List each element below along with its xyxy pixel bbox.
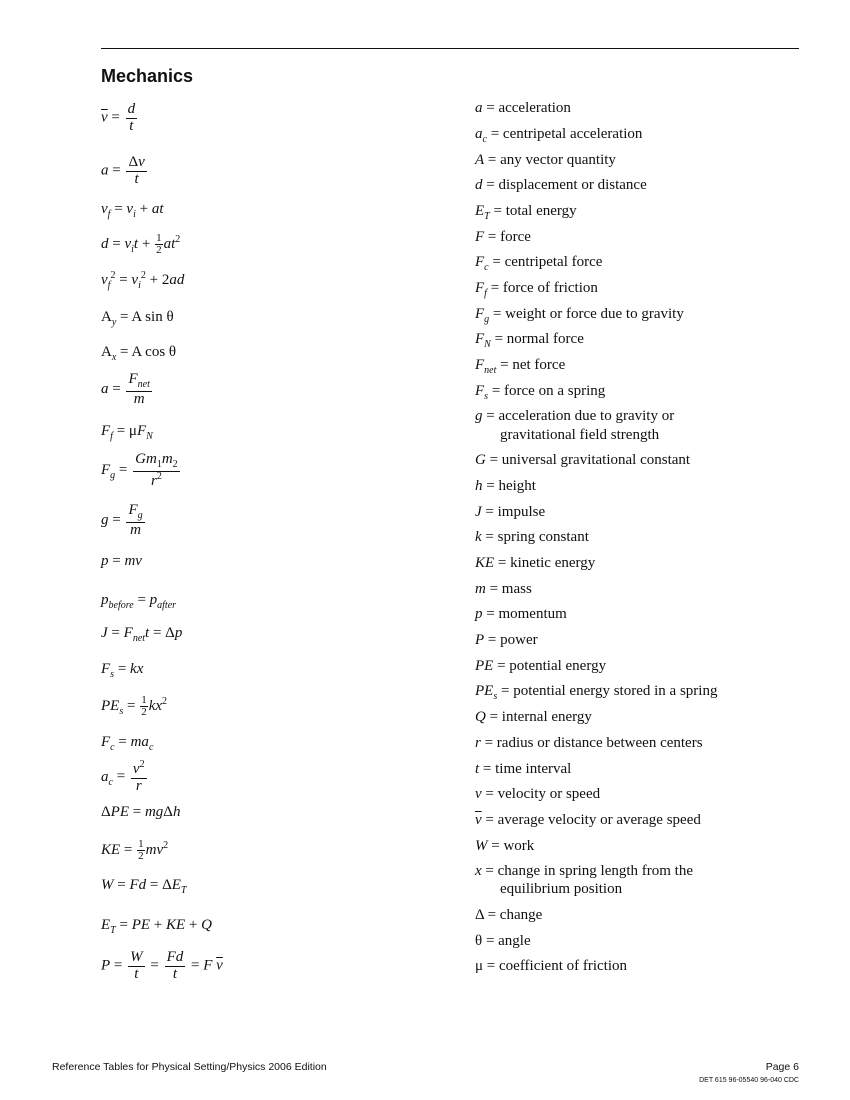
equation-total-energy: $E_T$ = PE + KE + Q — [101, 917, 212, 936]
definition-item: $E_T$ = total energy — [475, 203, 577, 222]
definition-item: d = displacement or distance — [475, 177, 647, 193]
definition-item: Δ = change — [475, 907, 543, 923]
equation-average-velocity: $\overline{v}$ = $\frac{d}{t}$ — [101, 101, 136, 134]
section-heading: Mechanics — [101, 66, 194, 86]
equation-gravitation: $F_g$ = $\frac{Gm_1m_2}{r^2}$ — [101, 451, 178, 489]
definition-item: W = work — [475, 838, 535, 854]
definition-item: $a_c$ = centripetal acceleration — [475, 126, 643, 145]
definition-item: θ = angle — [475, 933, 531, 949]
definition-item: A = any vector quantity — [475, 152, 616, 168]
equation-horizontal-component: $A_x = A$ cos θ — [101, 344, 177, 363]
definition-item: t = time interval — [475, 761, 572, 777]
definition-item: $\overline{v}$ = average velocity or average speed — [475, 812, 701, 828]
equation-impulse: $J = F_{net}t = \Delta p$ — [101, 625, 183, 644]
definition-item: g = acceleration due to gravity or — [475, 408, 675, 424]
top-rule — [101, 48, 799, 49]
definition-item: KE = kinetic energy — [475, 555, 596, 571]
definition-item: PE = potential energy — [475, 658, 607, 674]
equation-friction: $F_f = \mu F_N$ — [101, 423, 153, 442]
equation-kinetic-energy: KE = $\frac{1}{2}$ $mv^2$ — [101, 838, 169, 862]
definition-item: $PE_s$ = potential energy stored in a spring — [475, 683, 718, 702]
equation-conservation-of-momentum: $p_{before} = p_{after}$ — [101, 592, 177, 611]
equation-centripetal-force: $F_c = ma_c$ — [101, 734, 154, 753]
equation-work: $W = Fd = \Delta E_T$ — [101, 877, 187, 896]
definition-item: G = universal gravitational constant — [475, 452, 691, 468]
definition-item: h = height — [475, 478, 536, 494]
definition-item: $F_f$ = force of friction — [475, 280, 598, 299]
definition-item: μ = coefficient of friction — [475, 958, 628, 974]
equation-hookes-law: $F_s$ = kx — [101, 661, 144, 680]
definition-item: P = power — [475, 632, 538, 648]
page-number: Page 6 — [765, 1061, 799, 1073]
footer-title: Reference Tables for Physical Setting/Physics 2006 Edition — [52, 1061, 327, 1073]
equation-spring-energy: $PE_s$ = $\frac{1}{2}$ $kx^2$ — [101, 694, 168, 718]
definition-item: v = velocity or speed — [475, 786, 601, 802]
equation-gravitational-field: g = $\frac{F_g}{m}$ — [101, 502, 143, 538]
definition-item: $F_N$ = normal force — [475, 331, 584, 350]
definition-item: $F_s$ = force on a spring — [475, 383, 606, 402]
equation-final-velocity: $v_f = v_i$ + at — [101, 201, 164, 220]
equation-potential-energy: ΔPE = mgΔh — [101, 804, 181, 820]
equation-centripetal-acceleration: $a_c$ = $\frac{v^2}{r}$ — [101, 759, 145, 794]
definition-item: m = mass — [475, 581, 532, 597]
definition-item: a = acceleration — [475, 100, 571, 116]
equation-velocity-squared: $v_f^2 = v_i^2 + 2ad$ — [101, 270, 185, 291]
equation-momentum: p = mv — [101, 553, 142, 569]
equation-newtons-second-law: a = $\frac{F_{net}}{m}$ — [101, 371, 150, 407]
definition-item: $F_g$ = weight or force due to gravity — [475, 306, 684, 325]
definition-item: k = spring constant — [475, 529, 589, 545]
definition-item: J = impulse — [475, 504, 546, 520]
definition-item: x = change in spring length from the — [475, 863, 693, 879]
definition-item: r = radius or distance between centers — [475, 735, 703, 751]
document-code: DET 615 96-05540 96-040 CDC — [699, 1077, 799, 1084]
definition-continuation: equilibrium position — [500, 881, 623, 897]
definition-item: Q = internal energy — [475, 709, 592, 725]
definition-item: $F_{net}$ = net force — [475, 357, 566, 376]
equation-acceleration: a = $\frac{\Delta v}{t}$ — [101, 154, 145, 187]
equation-power: P = $\frac{W}{t}$ = $\frac{Fd}{t}$ = F $\overline{v}$ — [101, 949, 223, 982]
definition-item: p = momentum — [475, 606, 567, 622]
equation-vertical-component: $A_y = A$ sin θ — [101, 309, 174, 328]
definition-item: F = force — [475, 229, 531, 245]
equation-displacement: $d = v_it$ + $\frac{1}{2}$ $at^2$ — [101, 232, 181, 256]
definition-item: $F_c$ = centripetal force — [475, 254, 603, 273]
definition-continuation: gravitational field strength — [500, 427, 660, 443]
